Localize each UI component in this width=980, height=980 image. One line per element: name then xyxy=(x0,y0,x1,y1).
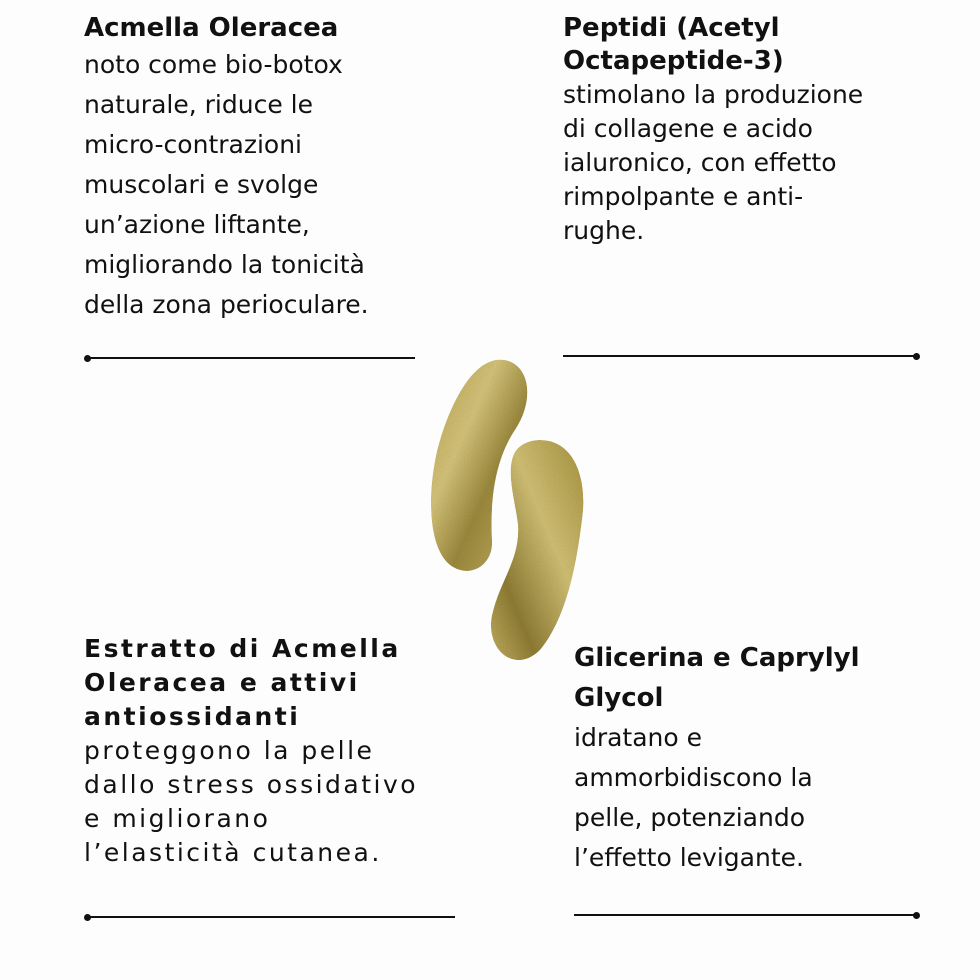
ingredient-description: idratano e ammorbidiscono la pelle, potenziando l’effetto levigante. xyxy=(574,723,813,872)
eye-patch-right xyxy=(491,440,583,660)
ingredient-glicerina-caprylyl-glycol xyxy=(574,638,934,878)
divider-line xyxy=(87,357,415,359)
ingredient-peptidi xyxy=(563,12,943,248)
ingredient-description: noto come bio-botox naturale, riduce le micro-contrazioni muscolari e svolge un’azione liftante, migliorando la tonicità della zona perioculare. xyxy=(84,50,369,319)
ingredient-estratto-antiossidanti xyxy=(84,632,484,870)
divider-line xyxy=(574,914,917,916)
ingredient-title: Acmella Oleracea xyxy=(84,13,339,43)
ingredient-description: proteggono la pelle dallo stress ossidativo e migliorano l’elasticità cutanea. xyxy=(84,736,419,867)
ingredient-description: stimolano la produzione di collagene e acido ialuronico, con effetto rimpolpante e anti- rughe. xyxy=(563,80,864,245)
ingredient-acmella-oleracea xyxy=(84,12,444,325)
ingredient-title: Estratto di Acmella Oleracea e attivi antiossidanti xyxy=(84,634,401,731)
divider-line xyxy=(563,355,917,357)
divider-line xyxy=(87,916,455,918)
ingredient-title: Glicerina e Caprylyl Glycol xyxy=(574,643,860,713)
ingredient-title: Peptidi (Acetyl Octapeptide-3) xyxy=(563,13,784,76)
